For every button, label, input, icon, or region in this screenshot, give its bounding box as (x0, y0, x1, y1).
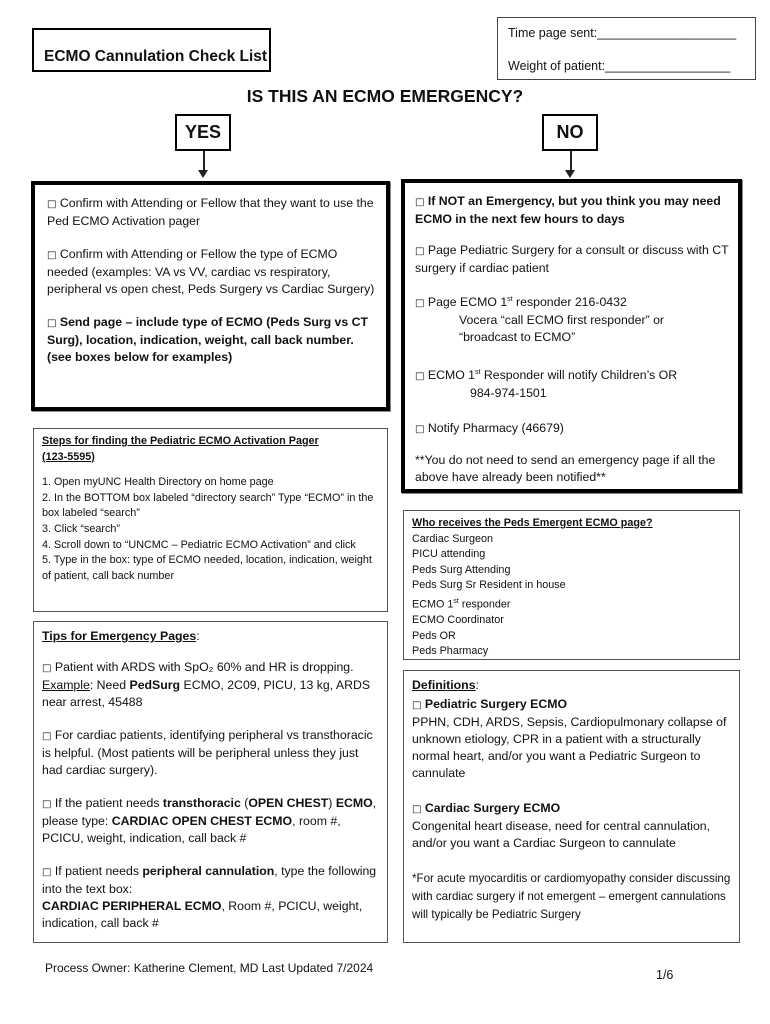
step-item: 5. Type in the box: type of ECMO needed, location, indication, weight of patient, call back number (42, 554, 372, 582)
checkbox-icon: □ (42, 663, 52, 674)
step-item: 4. Scroll down to “UNCMC – Pediatric ECMO Activation” and click (42, 538, 356, 551)
checkbox-icon: □ (415, 246, 425, 257)
no-item-3: □ Page ECMO 1st responder 216-0432 Vocera “call ECMO first responder” or “broadcast to ECMO” (415, 295, 665, 345)
checkbox-icon: □ (412, 700, 422, 711)
no-item-5: □ Notify Pharmacy (46679) (415, 421, 564, 436)
meta-box (497, 17, 756, 80)
peds-ecmo-title: □ Pediatric Surgery ECMO (412, 697, 568, 711)
yes-arrow-head (198, 170, 208, 178)
step-item: 1. Open myUNC Health Directory on home page (42, 476, 274, 489)
cardiac-ecmo-title: □ Cardiac Surgery ECMO (412, 801, 561, 815)
receiver-item: Peds Surg Sr Resident in house (412, 579, 566, 592)
steps-title-number: (123-5595) (42, 450, 95, 463)
checkbox-icon: □ (42, 799, 52, 810)
no-note: **You do not need to send an emergency page if all the above have already been notified** (415, 453, 716, 485)
tip-2: □ For cardiac patients, identifying peripheral vs transthoracic is helpful. (Most patients will be peripheral unless they just had cardiac surgery). (42, 728, 373, 777)
no-action-box (401, 179, 742, 493)
document-title: ECMO Cannulation Check List (44, 48, 268, 65)
definitions-box (403, 670, 740, 943)
checkbox-icon: □ (47, 250, 57, 261)
receiver-item: PICU attending (412, 548, 486, 561)
emergency-question: IS THIS AN ECMO EMERGENCY? (246, 86, 524, 106)
checkbox-icon: □ (42, 867, 52, 878)
checkbox-icon: □ (47, 318, 57, 329)
receiver-item: Peds Pharmacy (412, 645, 489, 658)
yes-action-box (31, 181, 390, 411)
checkbox-icon: □ (47, 199, 57, 210)
checkbox-icon: □ (415, 424, 425, 436)
checkbox-icon: □ (415, 371, 425, 383)
checkbox-icon: □ (42, 731, 52, 742)
tip-1: □ Patient with ARDS with SpO₂ 60% and HR is dropping. Example: Need PedSurg ECMO, 2C09, PICU, 13 kg, ARDS near arrest, 45488 (42, 660, 371, 709)
definitions-note: *For acute myocarditis or cardiomyopathy consider discussing with cardiac surgery if not emergent – emergent cannulations will typically be Pediatric Surgery (412, 872, 731, 921)
no-item-4: □ ECMO 1st Responder will notify Children’s OR 984-974-1501 (415, 368, 678, 401)
receiver-item: Peds OR (412, 629, 456, 642)
tips-title: Tips for Emergency Pages: (42, 629, 200, 643)
receivers-title: Who receives the Peds Emergent ECMO page? (412, 517, 653, 529)
definitions-title: Definitions: (412, 678, 479, 692)
no-label: NO (542, 114, 598, 151)
page-number: 1/6 (656, 968, 674, 982)
process-owner: Process Owner: Katherine Clement, MD Last Updated 7/2024 (45, 961, 374, 975)
checkbox-icon: □ (415, 298, 425, 310)
title-box (32, 28, 271, 72)
step-item: 3. Click “search” (42, 522, 120, 535)
step-item: 2. In the BOTTOM box labeled “directory search” Type “ECMO” in the box labeled “search” (42, 491, 374, 520)
checkbox-icon: □ (412, 804, 422, 815)
tips-box (33, 621, 388, 943)
tip-4: □ If patient needs peripheral cannulation, type the following into the text box: CARDIAC PERIPHERAL ECMO, Room #, PCICU, weight, indication, call back # (42, 864, 377, 930)
steps-box (33, 428, 388, 612)
receiver-item: Peds Surg Attending (412, 563, 511, 576)
checkbox-icon: □ (415, 197, 425, 208)
peds-ecmo-text: PPHN, CDH, ARDS, Sepsis, Cardiopulmonary collapse of unknown etiology, CPR in a patient with a structurally normal heart, and/or you want a Pediatric Surgeon to cannulate (412, 715, 727, 780)
yes-item-2: □ Confirm with Attending or Fellow the type of ECMO needed (examples: VA vs VV, cardiac vs respiratory, peripheral vs open chest, Peds Surgery vs Cardiac Surgery) (47, 247, 375, 296)
yes-label: YES (175, 114, 231, 151)
yes-item-3: □ Send page – include type of ECMO (Peds Surg vs CT Surg), location, indication, weight, call back number. (see boxes below for examples) (47, 315, 369, 364)
yes-item-1: □ Confirm with Attending or Fellow that they want to use the Ped ECMO Activation pager (47, 196, 374, 228)
no-arrow-line (570, 151, 572, 171)
patient-weight-field: Weight of patient:__________________ (508, 59, 731, 73)
receivers-box (403, 510, 740, 660)
steps-title: Steps for finding the Pediatric ECMO Activation Pager (42, 435, 319, 447)
no-arrow-head (565, 170, 575, 178)
receiver-item: ECMO Coordinator (412, 614, 504, 627)
cardiac-ecmo-text: Congenital heart disease, need for central cannulation, and/or you want a Cardiac Surgeon to cannulate (412, 819, 711, 850)
no-item-1: □ If NOT an Emergency, but you think you may need ECMO in the next few hours to days (415, 194, 721, 226)
receiver-item: Cardiac Surgeon (412, 532, 494, 545)
receivers-list (412, 532, 731, 660)
yes-arrow-line (203, 151, 205, 171)
no-item-2: □ Page Pediatric Surgery for a consult or discuss with CT surgery if cardiac patient (415, 243, 729, 275)
time-page-sent-field: Time page sent:____________________ (508, 26, 737, 40)
tip-3: □ If the patient needs transthoracic (OPEN CHEST) ECMO, please type: CARDIAC OPEN CHEST ECMO, room #, PCICU, weight, indication, call back # (42, 796, 377, 845)
receiver-item: ECMO 1st responder (412, 597, 511, 611)
